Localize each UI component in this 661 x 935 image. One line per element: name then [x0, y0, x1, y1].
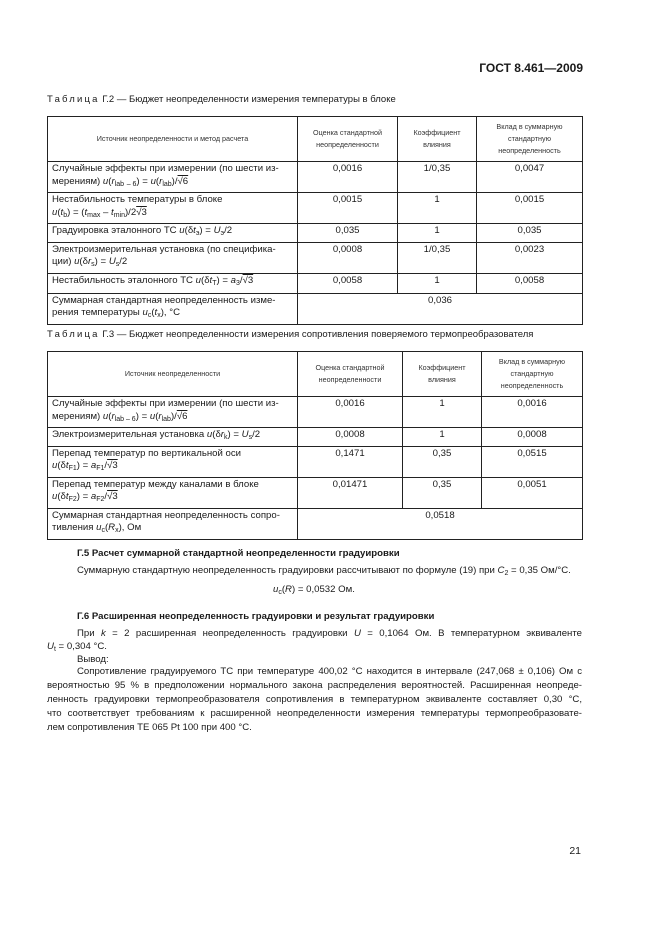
- source-cell: Случайные эффекты при измерении (по шести из- мерениям) $u(r_{lab - 6}) = u(r_{lab})/√6$: [48, 397, 298, 428]
- caption-number: Г.2: [102, 94, 115, 105]
- section-g6-paragraph-1-end: $U_t = 0,304$ °С.: [47, 641, 107, 653]
- table-row: [48, 428, 583, 447]
- caption-text: — Бюджет неопределенности измерения сопротивления поверяемого термопреобразователя: [116, 329, 534, 340]
- contrib-cell: 0,0047: [477, 162, 583, 193]
- column-header: Источник неопределенности и метод расчета: [48, 117, 298, 162]
- paragraph-line: Сопротивление градуируемого ТС при температуре 400,02 °С находится в интервале (247,068 ± 0,106) Ом с: [77, 666, 582, 677]
- table-row: [48, 397, 583, 428]
- paragraph-line: вероятностью 95 % в предположении нормального закона распределения вероятностей. Расширенная неопреде-: [47, 680, 582, 691]
- source-cell: Перепад температур между каналами в блоке $u(\delta t_{F2}) = a_{F2}/√3$: [48, 477, 298, 508]
- value-cell: 0,0016: [298, 397, 403, 428]
- table-row: [48, 446, 583, 477]
- total-value-cell: 0,0518: [298, 508, 583, 539]
- table-total-row: [48, 293, 583, 324]
- table-row: [48, 162, 583, 193]
- value-cell: 0,035: [298, 224, 398, 243]
- value-cell: 0,0058: [298, 273, 398, 293]
- source-cell: Перепад температур по вертикальной оси $u(\delta t_{F1}) = a_{F1}/√3$: [48, 446, 298, 477]
- table-g3: [47, 351, 583, 540]
- caption-word: Таблица: [47, 94, 100, 105]
- column-header: Источник неопределенности: [48, 352, 298, 397]
- contrib-cell: 0,0058: [477, 273, 583, 293]
- section-g6-paragraph-1: При k = 2 расширенная неопределенность градуировки U = 0,1064 Ом. В температурном эквиваленте: [77, 628, 582, 639]
- source-cell: Суммарная стандартная неопределенность изме- рения температуры $u_c(t_x)$, °С: [48, 293, 298, 324]
- coef-cell: 1/0,35: [398, 162, 477, 193]
- contrib-cell: 0,0515: [482, 446, 583, 477]
- coef-cell: 1: [403, 397, 482, 428]
- value-cell: 0,0015: [298, 193, 398, 224]
- coef-cell: 1: [398, 273, 477, 293]
- column-header: Вклад в суммарную стандартную неопределенность: [477, 117, 583, 162]
- column-header: Коэффициент влияния: [398, 117, 477, 162]
- coef-cell: 1: [403, 428, 482, 447]
- coef-cell: 1/0,35: [398, 242, 477, 273]
- table-row: [48, 193, 583, 224]
- section-g6-title: Г.6 Расширенная неопределенность градуировки и результат градуировки: [77, 611, 435, 622]
- paragraph-line: что соответствует требованиям к расширенной неопределенности измерения температуры термопреобразовате-: [47, 708, 582, 719]
- contrib-cell: 0,0023: [477, 242, 583, 273]
- caption-word: Таблица: [47, 329, 100, 340]
- table-header-row: [48, 117, 583, 162]
- contrib-cell: 0,0008: [482, 428, 583, 447]
- value-cell: 0,0008: [298, 242, 398, 273]
- column-header: Коэффициент влияния: [403, 352, 482, 397]
- source-cell: Нестабильность эталонного ТС $u(\delta t_T) = a_3/√3$: [48, 273, 298, 293]
- page-number: 21: [569, 845, 581, 857]
- source-cell: Электроизмерительная установка $u(\delta r_k) = U_s/2$: [48, 428, 298, 447]
- value-cell: 0,0016: [298, 162, 398, 193]
- table-header-row: [48, 352, 583, 397]
- value-cell: 0,1471: [298, 446, 403, 477]
- section-g5-title: Г.5 Расчет суммарной стандартной неопределенности градуировки: [77, 548, 400, 559]
- section-g5-formula: $u_c(R) = 0,0532$ Ом.: [273, 584, 355, 596]
- coef-cell: 0,35: [403, 477, 482, 508]
- coef-cell: 1: [398, 224, 477, 243]
- contrib-cell: 0,035: [477, 224, 583, 243]
- contrib-cell: 0,0015: [477, 193, 583, 224]
- caption-number: Г.3: [102, 329, 115, 340]
- coef-cell: 0,35: [403, 446, 482, 477]
- value-cell: 0,01471: [298, 477, 403, 508]
- total-value-cell: 0,036: [298, 293, 583, 324]
- coef-cell: 1: [398, 193, 477, 224]
- column-header: Вклад в суммарную стандартную неопределенность: [482, 352, 583, 397]
- source-cell: Суммарная стандартная неопределенность сопро- тивления $u_c(R_x)$, Ом: [48, 508, 298, 539]
- table-total-row: [48, 508, 583, 539]
- column-header: Оценка стандартной неопределенности: [298, 352, 403, 397]
- source-cell: Нестабильность температуры в блоке $u(t_b) = (t_{max} - t_{min})/2√3$: [48, 193, 298, 224]
- value-cell: 0,0008: [298, 428, 403, 447]
- column-header: Оценка стандартной неопределенности: [298, 117, 398, 162]
- table-g2: [47, 116, 583, 325]
- source-cell: Градуировка эталонного ТС $u(\delta t_э) = U_э/2$: [48, 224, 298, 243]
- table-row: [48, 273, 583, 293]
- table-g3-caption: [47, 329, 533, 340]
- paragraph-line: лем сопротивления ТЕ 065 Pt 100 при 400 °С.: [47, 722, 252, 733]
- source-cell: Электроизмерительная установка (по специфика- ции) $u(\delta r_s) = U_s/2$: [48, 242, 298, 273]
- table-row: [48, 477, 583, 508]
- section-g6-conclusion-label: Вывод:: [77, 654, 109, 665]
- contrib-cell: 0,0016: [482, 397, 583, 428]
- source-cell: Случайные эффекты при измерении (по шести из- мерениям) $u(r_{lab}$ $_{- 6}) = u(r_{lab})/√6$: [48, 162, 298, 193]
- table-row: [48, 242, 583, 273]
- section-g5-text: Суммарную стандартную неопределенность градуировки рассчитывают по формуле (19) при $C_2 = 0,35$ Ом/°С.: [77, 565, 571, 577]
- contrib-cell: 0,0051: [482, 477, 583, 508]
- table-g2-caption: [47, 94, 396, 105]
- caption-text: — Бюджет неопределенности измерения температуры в блоке: [116, 94, 396, 105]
- document-standard-number: ГОСТ 8.461—2009: [479, 61, 583, 75]
- section-g6-paragraph-2: [47, 665, 582, 735]
- table-row: [48, 224, 583, 243]
- paragraph-line: ленность градуировки термопреобразователя сопротивления в температурном эквиваленте составляет 0,30 °С,: [47, 694, 582, 705]
